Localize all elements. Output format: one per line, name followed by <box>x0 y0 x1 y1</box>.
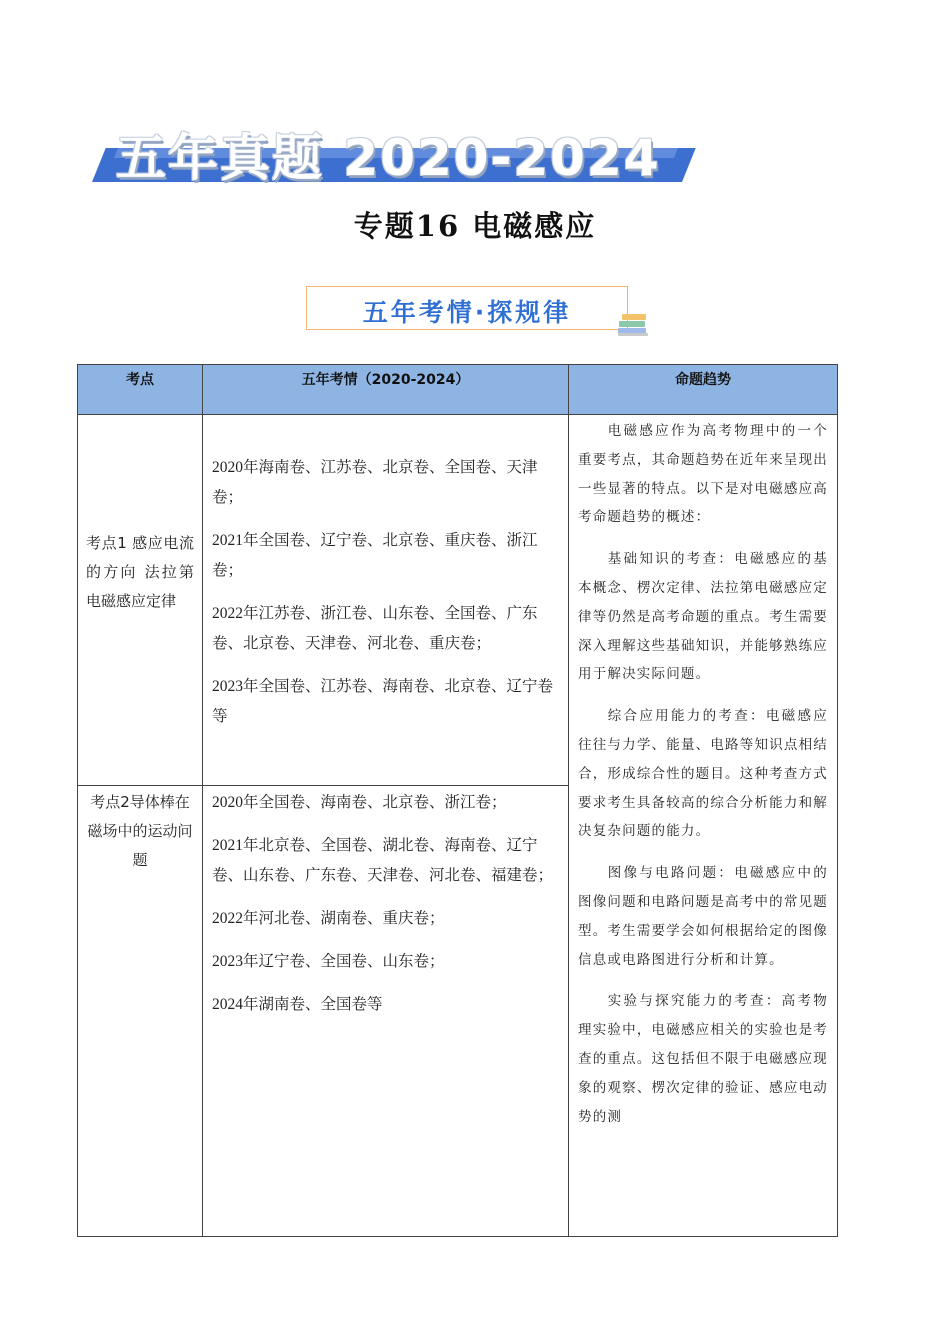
trend-paragraph: 基础知识的考查：电磁感应的基本概念、楞次定律、法拉第电磁感应定律等仍然是高考命题的重点。考生需要深入理解这些基础知识，并能够熟练应用于解决实际问题。 <box>578 551 828 683</box>
situation-item: 2023年辽宁卷、全国卷、山东卷； <box>212 953 445 970</box>
trend-paragraph: 综合应用能力的考查：电磁感应往往与力学、能量、电路等知识点相结合，形成综合性的题目。这种考查方式要求考生具备较高的综合分析能力和解决复杂问题的能力。 <box>578 708 828 840</box>
situation-item: 2024年湖南卷、全国卷等 <box>212 996 383 1013</box>
header-situation: 五年考情（2020-2024） <box>203 365 569 415</box>
situation-cell-2 <box>203 786 569 1237</box>
situation-item: 2023年全国卷、江苏卷、海南卷、北京卷、辽宁卷等 <box>212 678 554 725</box>
situation-item: 2021年北京卷、全国卷、湖北卷、海南卷、辽宁卷、山东卷、广东卷、天津卷、河北卷、福建卷； <box>212 837 554 884</box>
header-kaodian: 考点 <box>78 365 203 415</box>
kaodian-cell-1 <box>78 415 203 786</box>
exam-analysis-table <box>77 364 838 1237</box>
trend-text <box>569 415 837 1233</box>
topic-title: 专题16 电磁感应 <box>353 209 597 243</box>
trend-cell <box>569 415 838 1237</box>
trend-paragraph: 实验与探究能力的考查：高考物理实验中，电磁感应相关的实验也是考查的重点。这包括但不限于电磁感应现象的观察、楞次定律的验证、感应电动势的测 <box>578 993 828 1125</box>
banner-title: 五年真题 2020-2024 <box>116 129 661 187</box>
situation-item: 2020年全国卷、海南卷、北京卷、浙江卷； <box>212 794 507 811</box>
situation-item: 2021年全国卷、辽宁卷、北京卷、重庆卷、浙江卷； <box>212 532 538 579</box>
table-header-row <box>78 365 838 415</box>
header-banner <box>92 118 682 187</box>
section-label-box <box>306 286 628 330</box>
header-trend: 命题趋势 <box>569 365 838 415</box>
section-label-text: 五年考情·探规律 <box>362 298 572 327</box>
situation-item: 2022年江苏卷、浙江卷、山东卷、全国卷、广东卷、北京卷、天津卷、河北卷、重庆卷； <box>212 605 538 652</box>
kaodian-cell-2 <box>78 786 203 1237</box>
trend-paragraph: 图像与电路问题：电磁感应中的图像问题和电路问题是高考中的常见题型。考生需要学会如何根据给定的图像信息或电路图进行分析和计算。 <box>578 865 828 968</box>
kaodian-2-text: 考点2导体棒在磁场中的运动问题 <box>87 793 193 869</box>
situation-cell-1 <box>203 415 569 786</box>
situation-item: 2020年海南卷、江苏卷、北京卷、全国卷、天津卷； <box>212 459 538 506</box>
books-icon <box>618 312 648 338</box>
kaodian-1-text: 考点1 感应电流的方向 法拉第电磁感应定律 <box>86 534 194 610</box>
situation-item: 2022年河北卷、湖南卷、重庆卷； <box>212 910 445 927</box>
table-row <box>78 415 838 786</box>
trend-paragraph: 电磁感应作为高考物理中的一个重要考点，其命题趋势在近年来呈现出一些显著的特点。以下是对电磁感应高考命题趋势的概述： <box>578 423 828 526</box>
